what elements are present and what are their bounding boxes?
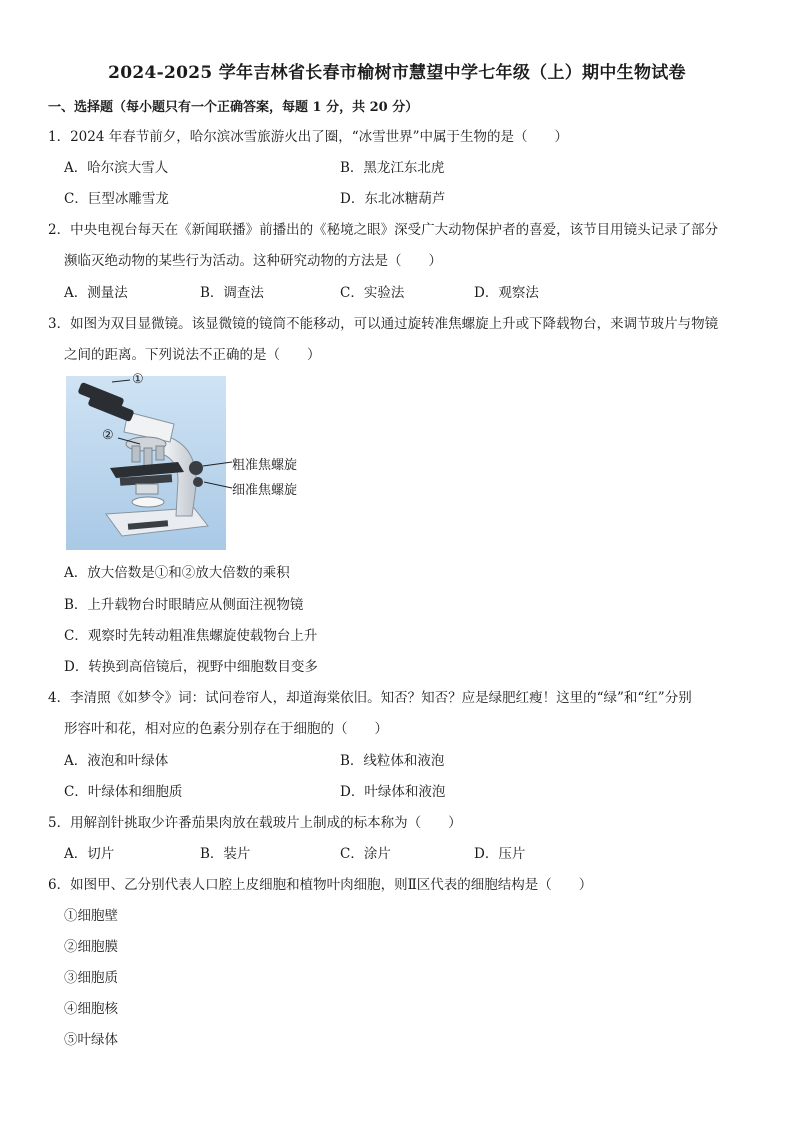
q4-option-d[interactable]: D．叶绿体和液泡 xyxy=(340,784,446,800)
question-2-line1: 2．中央电视台每天在《新闻联播》前播出的《秘境之眼》深受广大动物保护者的喜爱，该节目用镜头记录了部分 xyxy=(48,222,719,238)
q4-option-a[interactable]: A．液泡和叶绿体 xyxy=(64,753,169,769)
figure-label-2: ② xyxy=(102,428,114,443)
coarse-focus-label: 粗准焦螺旋 xyxy=(232,458,298,473)
q4-option-c[interactable]: C．叶绿体和细胞质 xyxy=(64,784,183,800)
q6-item: ③细胞质 xyxy=(64,970,118,986)
question-6-text: 6．如图甲、乙分别代表人口腔上皮细胞和植物叶肉细胞，则Ⅱ区代表的细胞结构是（ ） xyxy=(48,877,593,893)
q2-option-d[interactable]: D．观察法 xyxy=(474,285,539,301)
question-3-line2: 之间的距离。下列说法不正确的是（ ） xyxy=(64,347,321,363)
q5-option-c[interactable]: C．涂片 xyxy=(340,846,391,862)
q6-item: ②细胞膜 xyxy=(64,939,118,955)
q1-option-b[interactable]: B．黑龙江东北虎 xyxy=(340,160,445,176)
section-heading: 一、选择题（每小题只有一个正确答案，每题 1 分，共 20 分） xyxy=(48,100,419,115)
q2-option-a[interactable]: A．测量法 xyxy=(64,285,128,301)
q5-option-b[interactable]: B．装片 xyxy=(200,846,251,862)
question-2-line2: 濒临灭绝动物的某些行为活动。这种研究动物的方法是（ ） xyxy=(64,253,442,269)
q2-option-b[interactable]: B．调查法 xyxy=(200,285,264,301)
q6-item: ①细胞壁 xyxy=(64,908,118,924)
question-5-text: 5．用解剖针挑取少许番茄果肉放在载玻片上制成的标本称为（ ） xyxy=(48,815,462,831)
q6-item: ⑤叶绿体 xyxy=(64,1032,118,1048)
q2-option-c[interactable]: C．实验法 xyxy=(340,285,405,301)
q5-option-a[interactable]: A．切片 xyxy=(64,846,115,862)
q1-option-a[interactable]: A．哈尔滨大雪人 xyxy=(64,160,169,176)
fine-focus-label: 细准焦螺旋 xyxy=(232,483,298,498)
q5-option-d[interactable]: D．压片 xyxy=(474,846,526,862)
q6-item: ④细胞核 xyxy=(64,1001,118,1017)
question-4-line1: 4．李清照《如梦令》词：试问卷帘人，却道海棠依旧。知否？知否？应是绿肥红瘦！这里的“绿”和“红”分别 xyxy=(48,690,692,706)
q3-option-d[interactable]: D．转换到高倍镜后，视野中细胞数目变多 xyxy=(64,659,318,675)
question-3-line1: 3．如图为双目显微镜。该显微镜的镜筒不能移动，可以通过旋转准焦螺旋上升或下降载物台，来调节玻片与物镜 xyxy=(48,316,719,332)
q1-option-c[interactable]: C．巨型冰雕雪龙 xyxy=(64,191,169,207)
q1-option-d[interactable]: D．东北冰糖葫芦 xyxy=(340,191,446,207)
exam-title: 2024-2025 学年吉林省长春市榆树市慧望中学七年级（上）期中生物试卷 xyxy=(108,63,686,83)
q3-option-a[interactable]: A．放大倍数是①和②放大倍数的乘积 xyxy=(64,565,290,581)
q4-option-b[interactable]: B．线粒体和液泡 xyxy=(340,753,445,769)
q3-option-b[interactable]: B．上升载物台时眼睛应从侧面注视物镜 xyxy=(64,597,304,613)
q3-option-c[interactable]: C．观察时先转动粗准焦螺旋使载物台上升 xyxy=(64,628,318,644)
question-1-text: 1．2024 年春节前夕，哈尔滨冰雪旅游火出了圈，“冰雪世界”中属于生物的是（ ） xyxy=(48,129,569,145)
question-4-line2: 形容叶和花，相对应的色素分别存在于细胞的（ ） xyxy=(64,721,388,737)
figure-label-1: ① xyxy=(132,372,144,387)
